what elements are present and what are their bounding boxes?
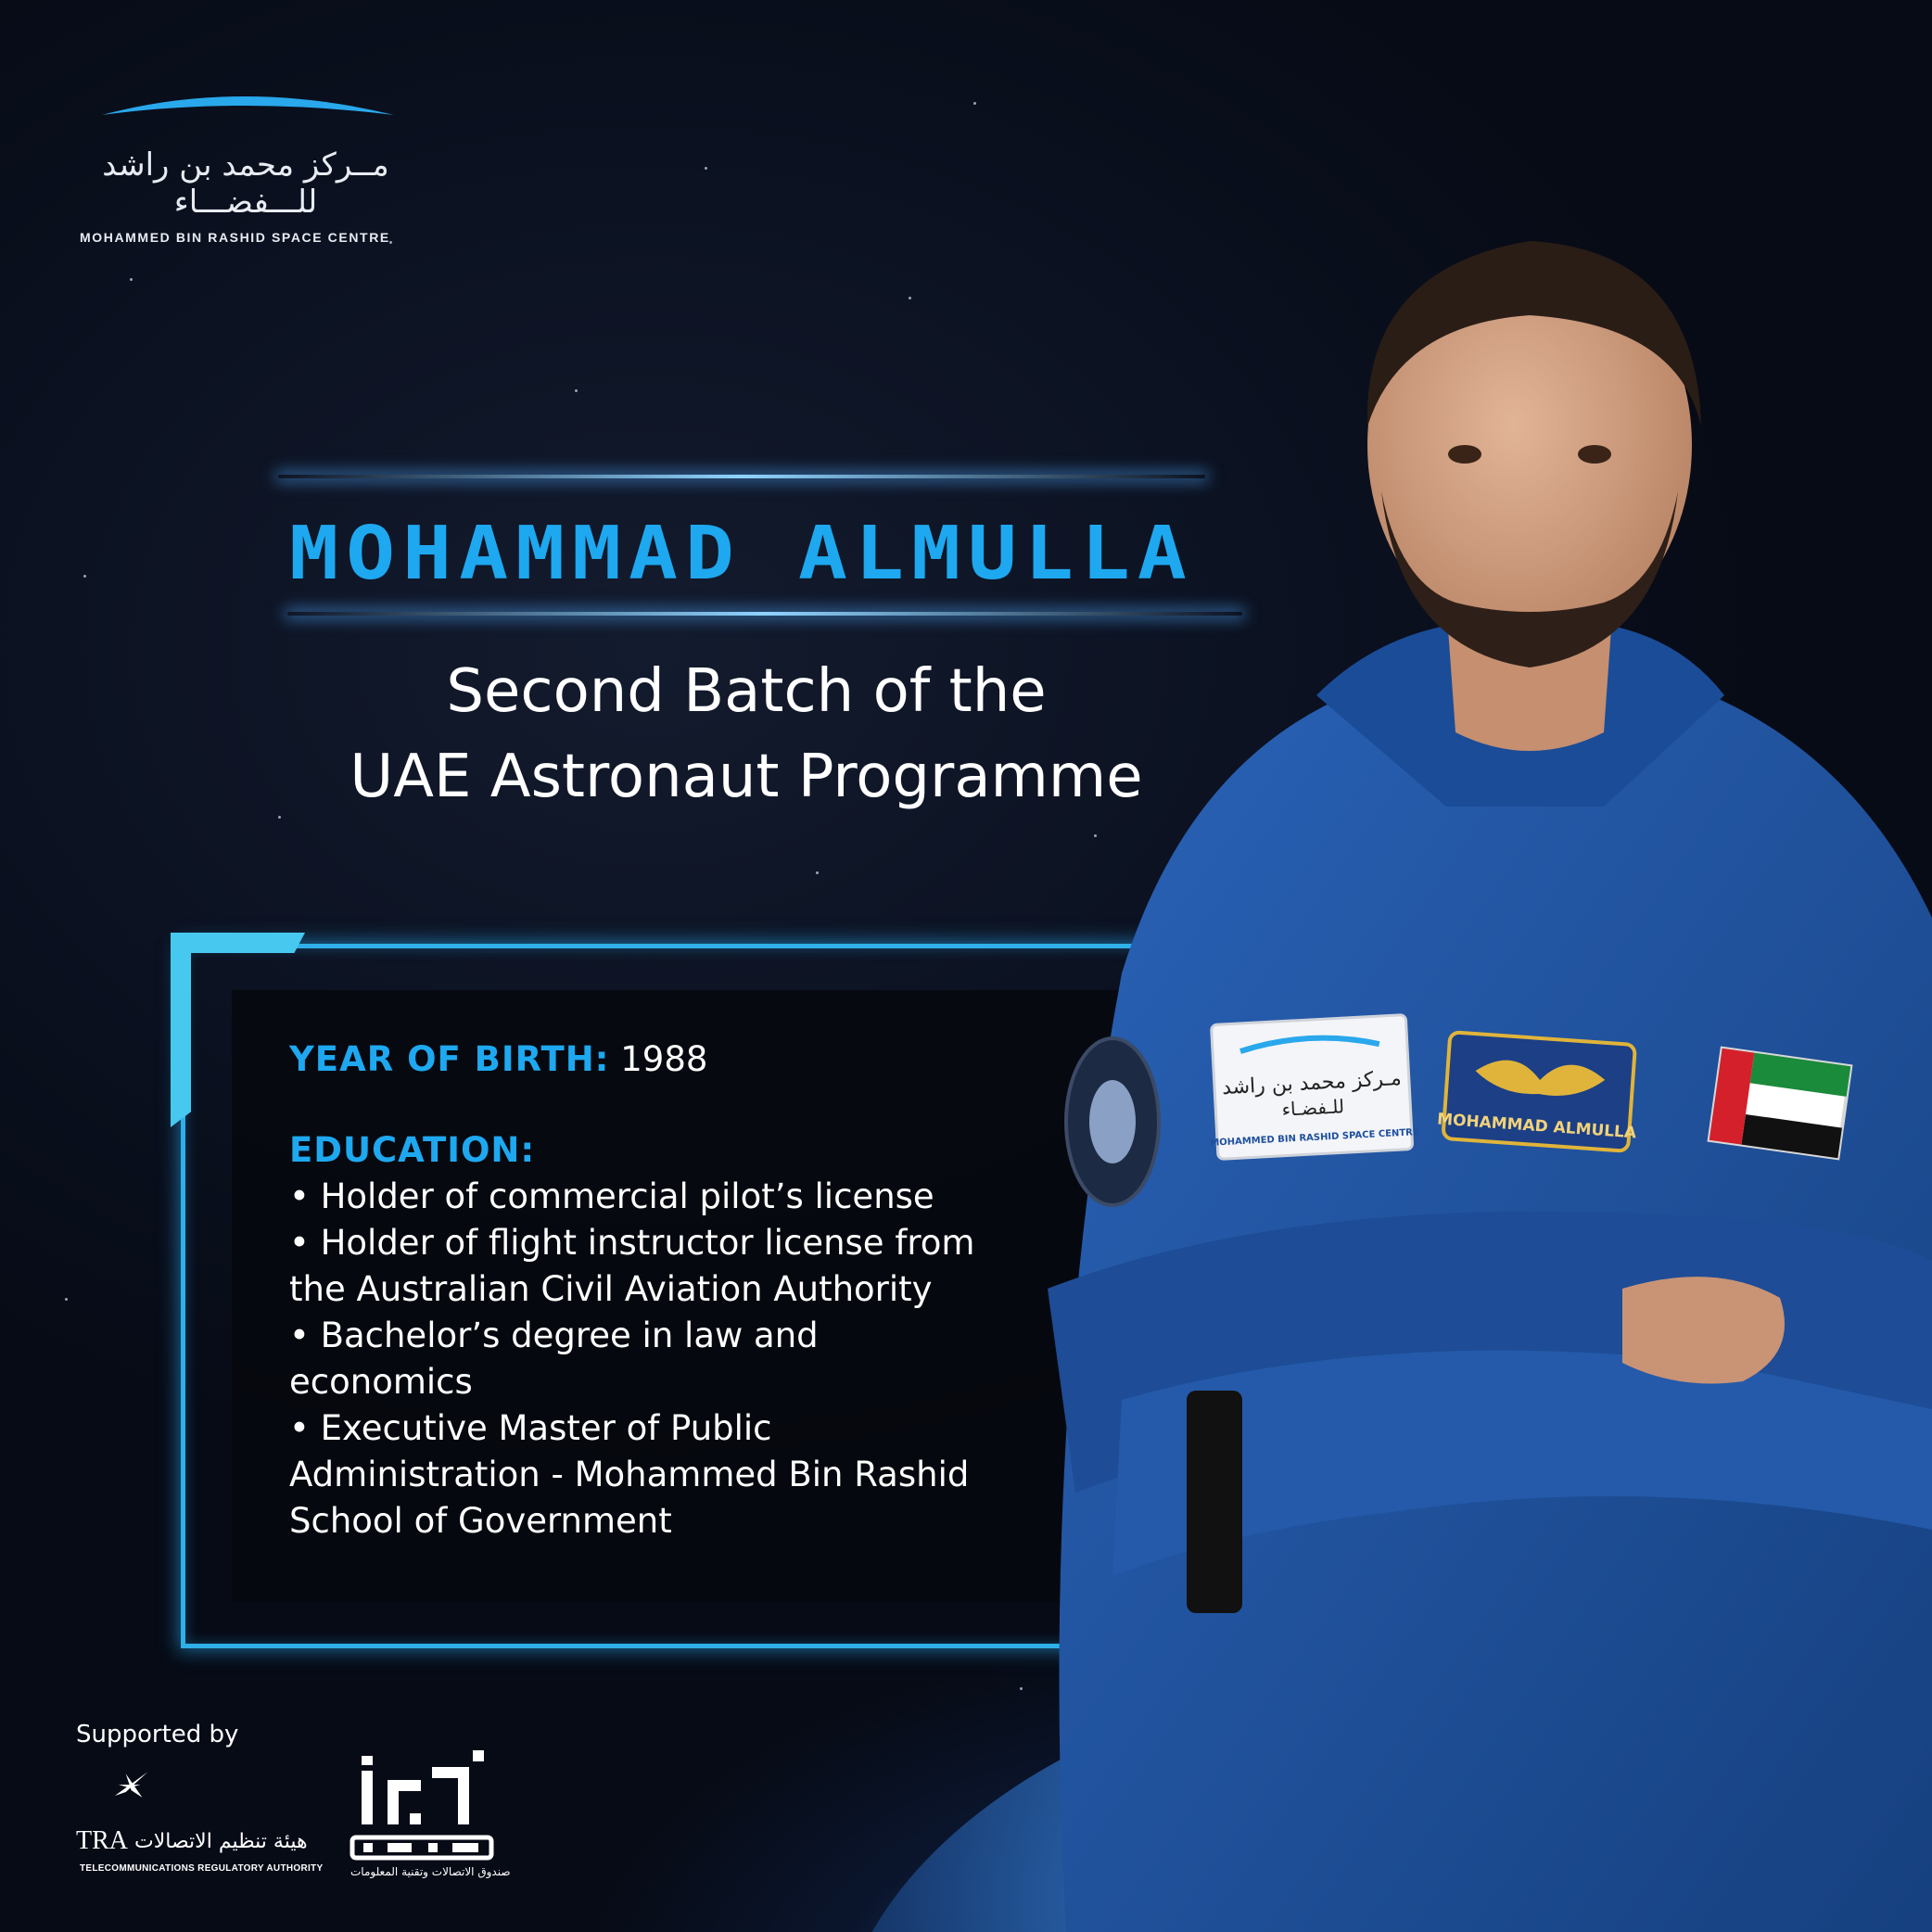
frame-corner-side (171, 933, 191, 1127)
tra-english: TELECOMMUNICATIONS REGULATORY AUTHORITY (80, 1863, 324, 1874)
education-line: Administration - Mohammed Bin Rashid (289, 1455, 970, 1494)
uae-flag-icon (1710, 1049, 1851, 1159)
svg-text:للـفضـاء: للـفضـاء (1281, 1095, 1345, 1121)
education-line: economics (289, 1362, 473, 1402)
education-line: • Holder of commercial pilot’s license (289, 1176, 934, 1216)
year-of-birth-label: YEAR OF BIRTH: (289, 1039, 610, 1079)
education-line: • Bachelor’s degree in law and (289, 1316, 819, 1355)
ict-fund-logo (343, 1743, 501, 1873)
ict-fund-arabic: صندوق الاتصالات وتقنية المعلومات (350, 1865, 511, 1878)
supported-by-label: Supported by (76, 1721, 239, 1748)
chest-patch (1210, 1015, 1419, 1160)
education-line: School of Government (289, 1501, 672, 1541)
svg-text:مـركز محمد بن راشد: مـركز محمد بن راشد (1221, 1066, 1403, 1100)
education-line: • Executive Master of Public (289, 1408, 772, 1448)
info-text (289, 1036, 1031, 1544)
logo-arc-icon (74, 83, 426, 121)
astronaut-name: MOHAMMAD ALMULLA (289, 510, 1194, 596)
year-of-birth-value: 1988 (620, 1039, 708, 1079)
education-line: • Holder of flight instructor license from (289, 1223, 975, 1263)
education-label: EDUCATION: (289, 1130, 536, 1170)
svg-text:MOHAMMAD ALMULLA: MOHAMMAD ALMULLA (1436, 1110, 1637, 1143)
education-line: the Australian Civil Aviation Authority (289, 1269, 933, 1309)
programme-subtitle: Second Batch of the UAE Astronaut Programme (350, 657, 1143, 811)
mission-patch (1066, 1038, 1159, 1205)
tra-arabic: هيئة تنظيم الاتصالات (134, 1830, 308, 1853)
logo-english-text: MOHAMMED BIN RASHID SPACE CENTRE (80, 230, 390, 245)
astronaut-portrait (1010, 213, 1932, 1932)
name-patch (1436, 1032, 1637, 1151)
tra-abbr: TRA (76, 1826, 128, 1855)
mbrsc-logo (74, 83, 426, 245)
logo-arabic-text: مــركز محمد بن راشد للـــفضـــاء (102, 146, 389, 221)
year-of-birth-row (289, 1036, 1031, 1083)
svg-text:MOHAMMED BIN RASHID SPACE CENT: MOHAMMED BIN RASHID SPACE CENTRE (1210, 1127, 1419, 1149)
tra-star-icon (111, 1757, 213, 1831)
